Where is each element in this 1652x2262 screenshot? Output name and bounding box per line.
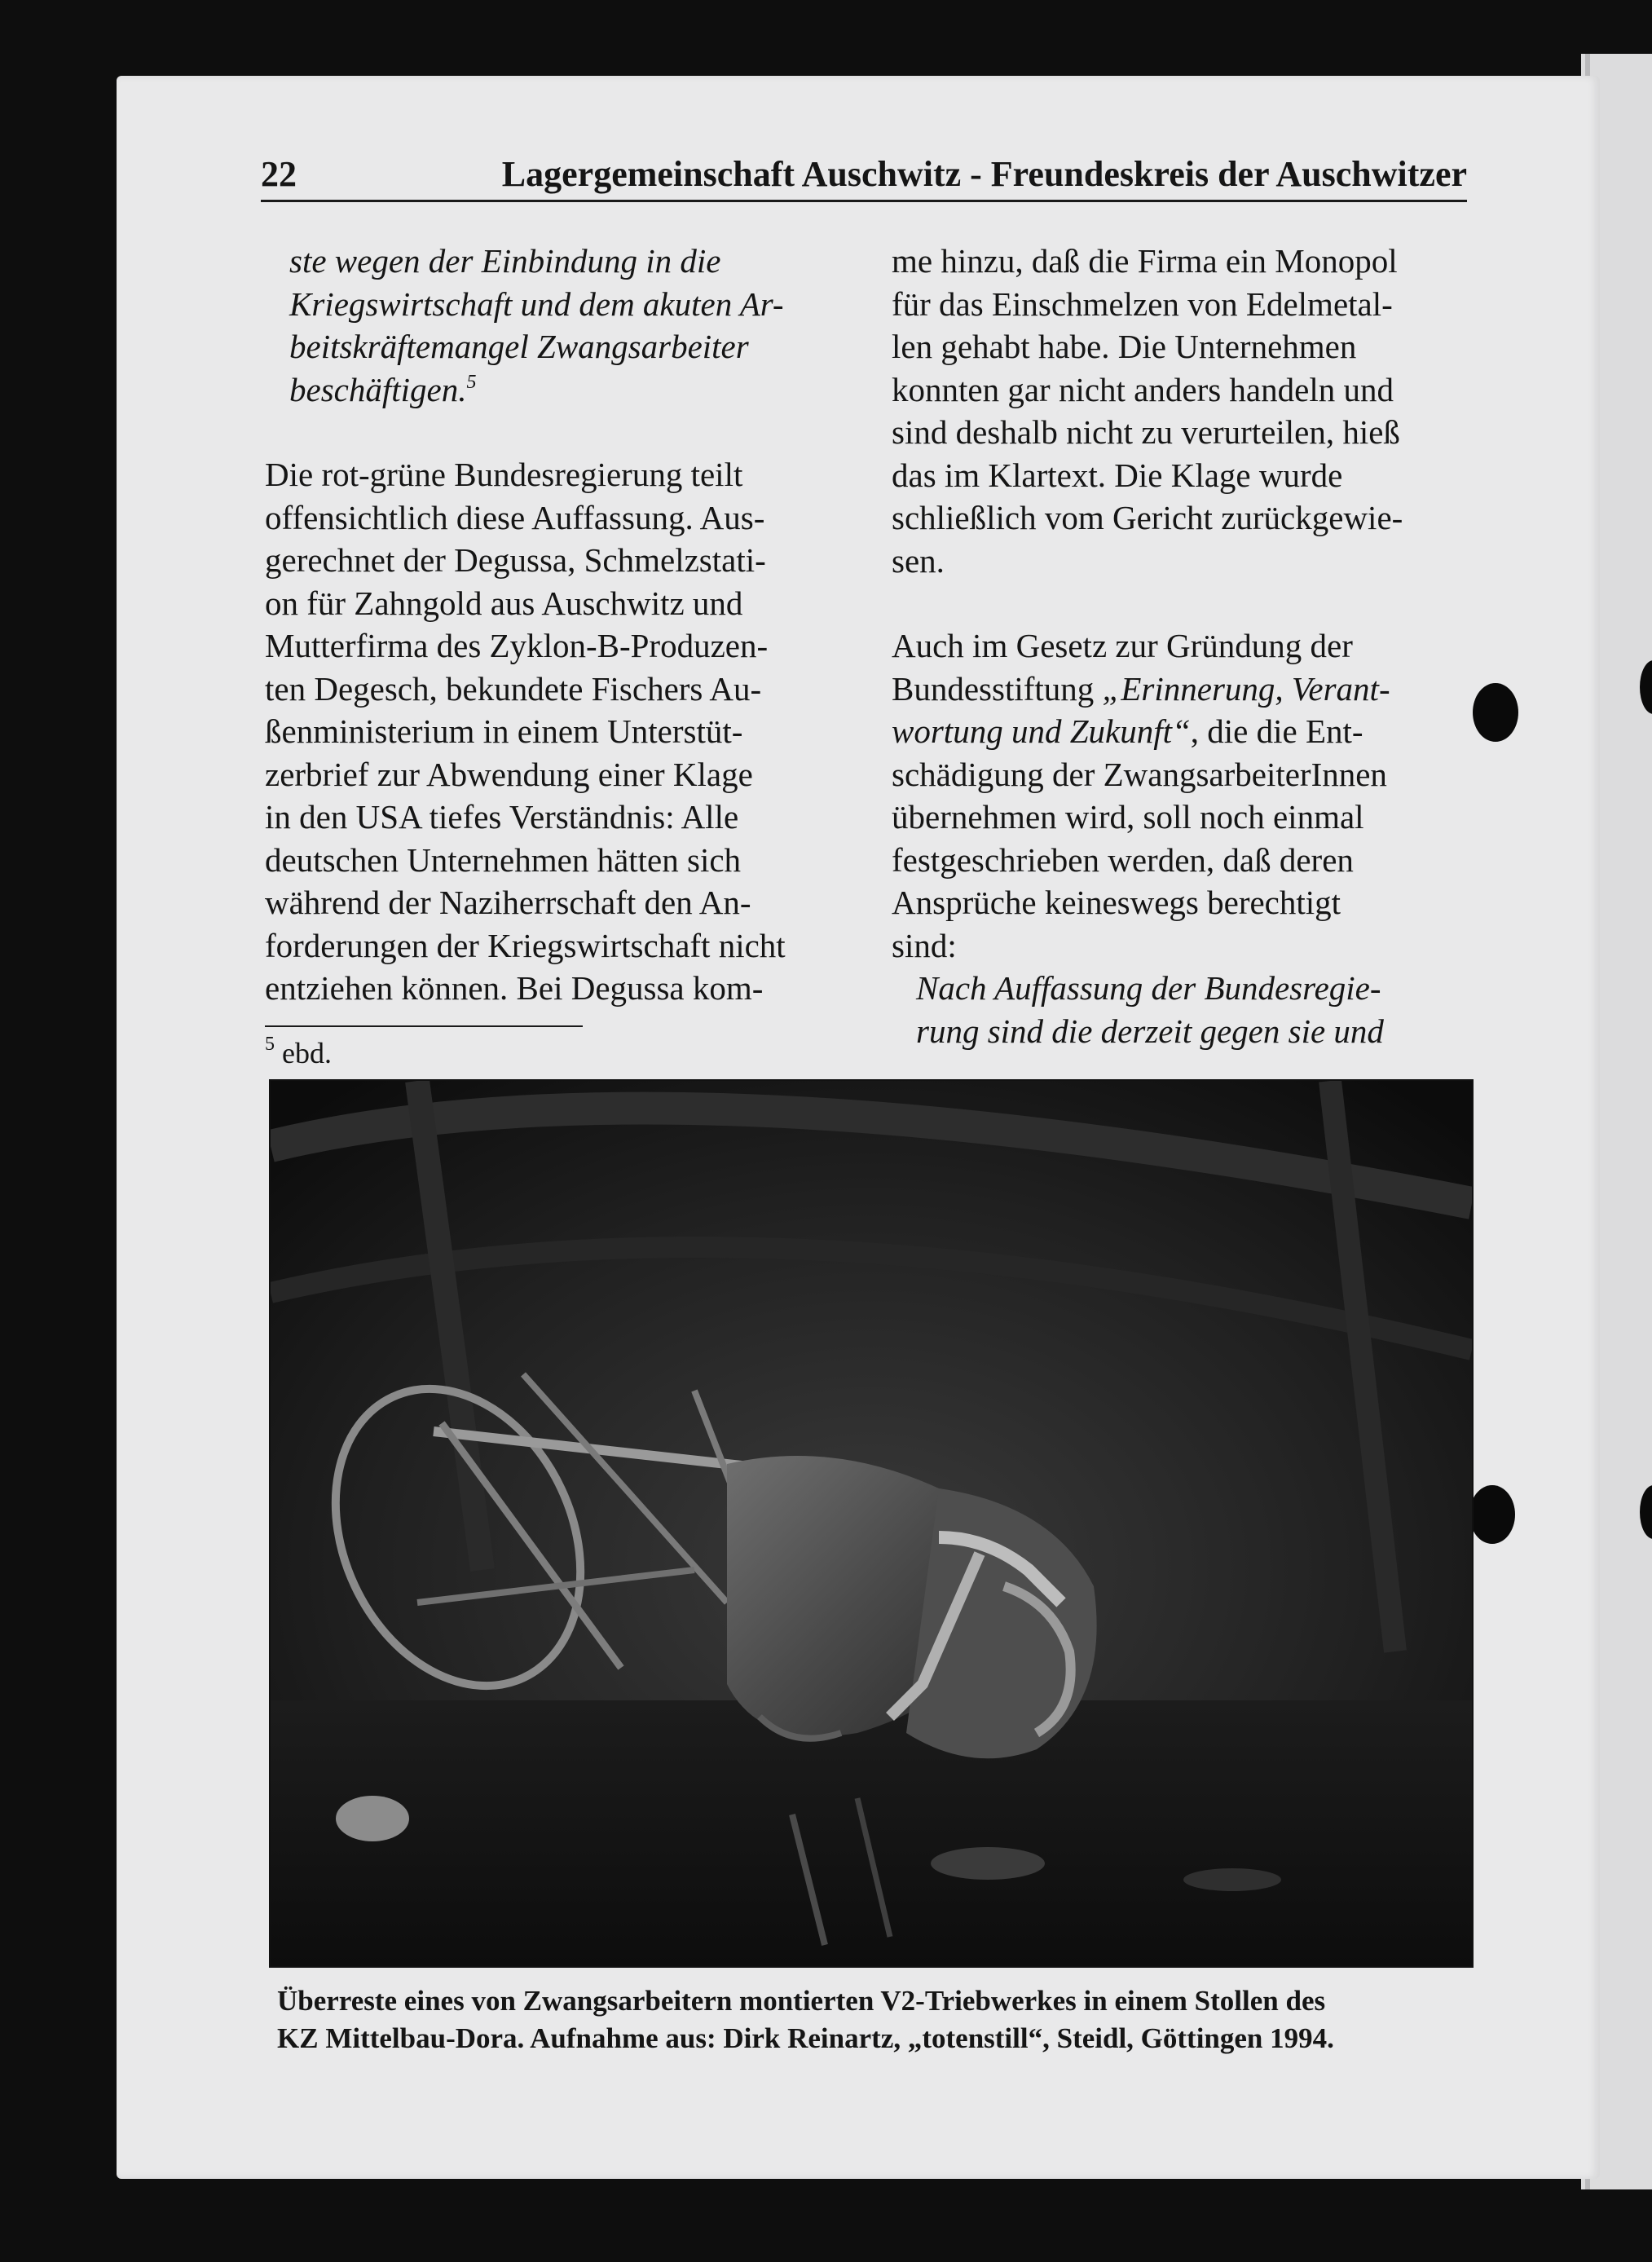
text-line: sind: — [892, 926, 957, 964]
text-line: festgeschrieben werden, daß deren — [892, 840, 1354, 879]
text-line: Die rot-grüne Bundesregierung teilt — [265, 456, 743, 493]
footnote-mark: 5 — [265, 1034, 275, 1055]
text-line: sind deshalb nicht zu verurteilen, hieß — [892, 413, 1400, 451]
text-line: schädigung der ZwangsarbeiterInnen — [892, 755, 1387, 793]
punch-hole-top — [1473, 683, 1518, 742]
text-line: für das Einschmelzen von Edelmetal- — [892, 284, 1393, 323]
text-line — [289, 368, 842, 412]
photograph-v2-engine — [269, 1079, 1474, 1968]
text-line: zerbrief zur Abwendung einer Klage — [265, 755, 753, 793]
running-header — [261, 151, 1467, 202]
right-column — [892, 240, 1470, 1052]
text-line: beitskräftemangel Zwangsarbeiter — [289, 328, 749, 365]
caption-line: Überreste eines von Zwangsarbeitern montierten V2-Triebwerkes in einem Stollen des — [277, 1985, 1326, 2017]
text-line: offensichtlich diese Auffassung. Aus- — [265, 498, 765, 536]
text-line: ten Degesch, bekundete Fischers Au- — [265, 669, 762, 708]
body-paragraph — [265, 453, 842, 1010]
page-number: 22 — [261, 154, 297, 194]
text-line: Ansprüche keineswegs berechtigt — [892, 884, 1341, 921]
foundation-name: wortung und Zukunft“ — [892, 712, 1191, 750]
text-line: ste wegen der Einbindung in die — [289, 242, 721, 280]
text-line: me hinzu, daß die Firma ein Monopol — [892, 242, 1398, 280]
text-line: len gehabt habe. Die Unternehmen — [892, 328, 1357, 365]
caption-line: KZ Mittelbau-Dora. Aufnahme aus: Dirk Reinartz, „totenstill“, Steidl, Göttingen 1994. — [277, 2022, 1334, 2054]
text-line: rung sind die derzeit gegen sie und — [916, 1012, 1384, 1050]
text-span: beschäftigen. — [289, 370, 467, 408]
text-line: ßenministerium in einem Unterstüt- — [265, 712, 743, 750]
text-line: on für Zahngold aus Auschwitz und — [265, 584, 743, 622]
photo-illustration — [271, 1081, 1472, 1966]
footnote-ref[interactable]: 5 — [466, 371, 477, 393]
text-line: entziehen können. Bei Degussa kom- — [265, 969, 764, 1007]
text-span: Bundesstiftung — [892, 669, 1103, 708]
text-line: Mutterfirma des Zyklon-B-Produzen- — [265, 627, 769, 664]
intro-italic-text — [265, 240, 842, 411]
left-column — [265, 240, 842, 1010]
text-line: gerechnet der Degussa, Schmelzstati- — [265, 541, 766, 579]
foundation-name: „Erinnerung, Verant- — [1102, 669, 1390, 708]
text-line: deutschen Unternehmen hätten sich — [265, 840, 742, 879]
text-line: Auch im Gesetz zur Gründung der — [892, 627, 1353, 664]
text-line — [892, 710, 1470, 753]
running-title: Lagergemeinschaft Auschwitz - Freundeskreis der Auschwitzer — [501, 154, 1467, 194]
text-line: sen. — [892, 541, 945, 580]
footnote-divider — [265, 1025, 583, 1027]
text-line — [892, 668, 1470, 711]
body-paragraph — [892, 240, 1470, 582]
text-line: übernehmen wird, soll noch einmal — [892, 798, 1364, 836]
text-line: Nach Auffassung der Bundesregie- — [916, 969, 1381, 1007]
footnote — [265, 1035, 332, 1071]
text-line: konnten gar nicht anders handeln und — [892, 370, 1394, 408]
text-line: das im Klartext. Die Klage wurde — [892, 456, 1343, 494]
text-span: , die die Ent- — [1190, 712, 1363, 750]
quote-italic-text — [892, 967, 1470, 1052]
text-line: forderungen der Kriegswirtschaft nicht — [265, 926, 786, 964]
footnote-text: ebd. — [282, 1037, 332, 1069]
figure-caption — [277, 1982, 1475, 2057]
text-line: Kriegswirtschaft und dem akuten Ar- — [289, 284, 784, 323]
text-line: in den USA tiefes Verständnis: Alle — [265, 798, 739, 836]
punch-hole-bottom — [1469, 1485, 1515, 1544]
text-line: schließlich vom Gericht zurückgewie- — [892, 499, 1403, 536]
text-line: während der Naziherrschaft den An- — [265, 884, 751, 921]
body-paragraph — [892, 624, 1470, 967]
